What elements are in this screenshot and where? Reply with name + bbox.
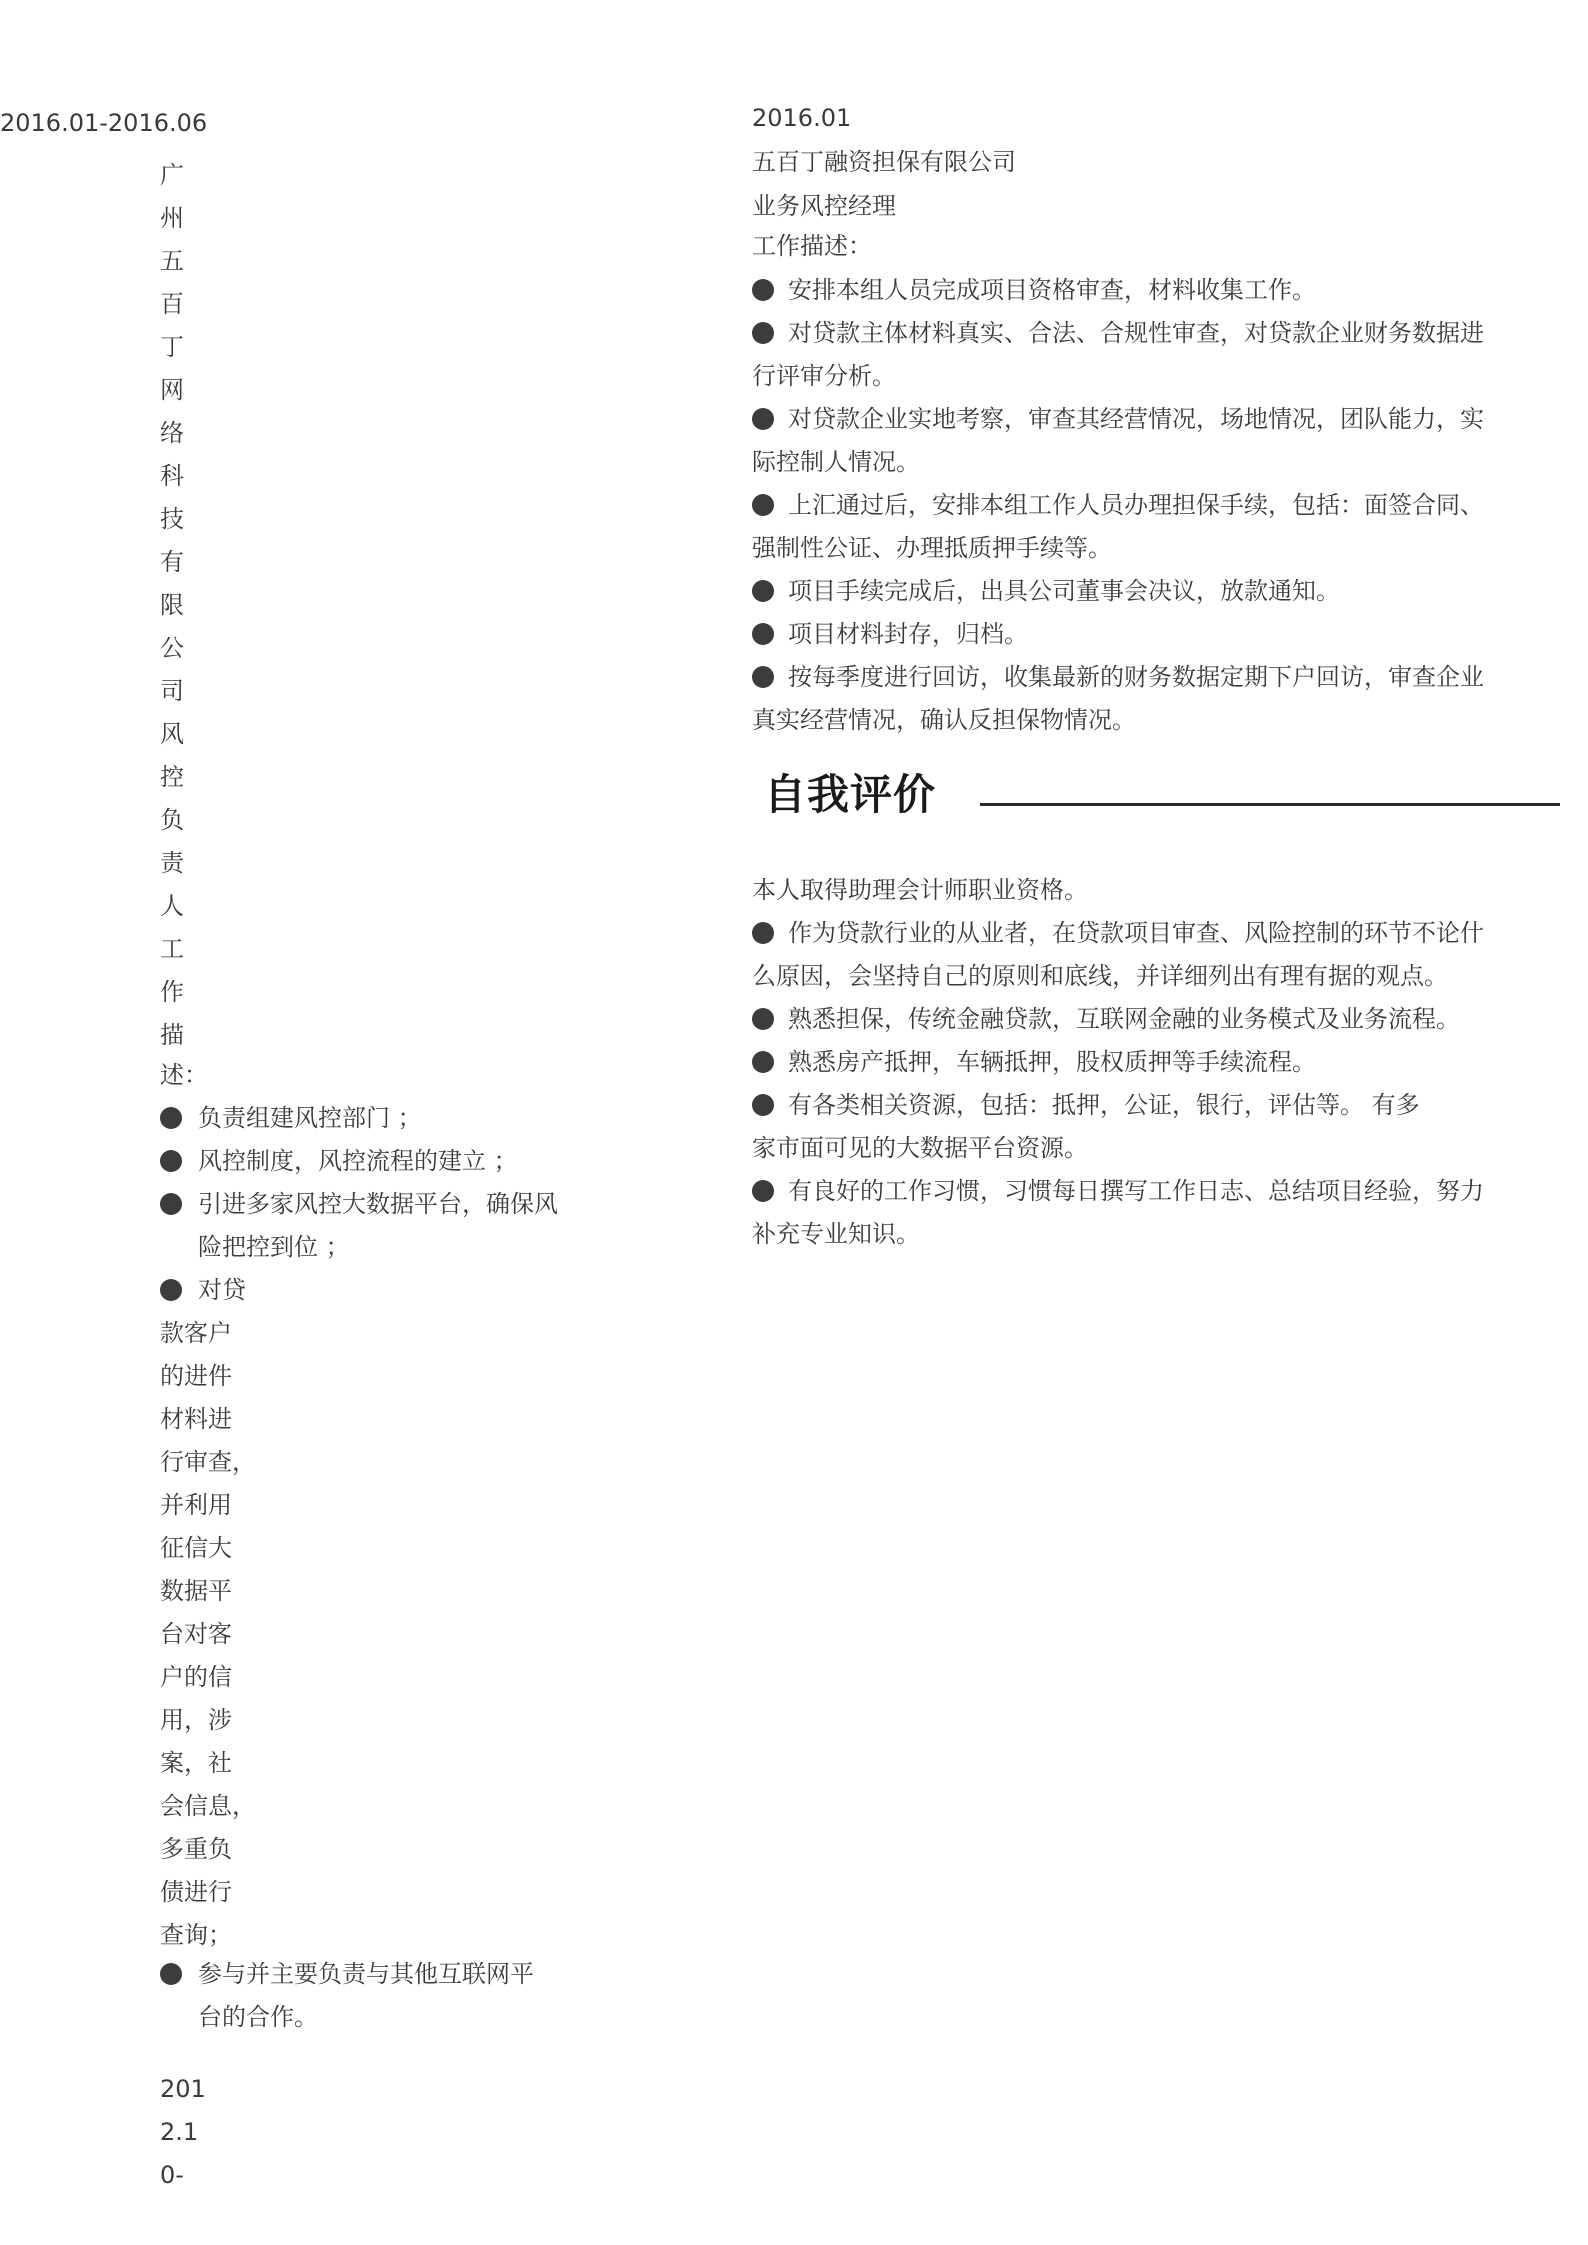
heading-divider xyxy=(980,803,1560,806)
left-narrow-line: 材料进 xyxy=(160,1405,232,1433)
vertical-text-char: 作 xyxy=(160,978,184,1006)
bullet-icon xyxy=(160,1150,182,1172)
list-item-text-cont: 真实经营情况，确认反担保物情况。 xyxy=(752,706,1136,734)
bullet-icon xyxy=(752,1051,774,1073)
list-item-text: 上汇通过后，安排本组工作人员办理担保手续，包括：面签合同、 xyxy=(788,491,1484,519)
bullet-icon xyxy=(752,666,774,688)
vertical-text-char: 百 xyxy=(160,290,184,318)
right-desc-label: 工作描述： xyxy=(752,232,872,260)
bullet-icon xyxy=(752,580,774,602)
bullet-icon xyxy=(160,1963,182,1985)
left-duty-text: 风控制度，风控流程的建立 ； xyxy=(198,1147,518,1175)
list-item-text: 有各类相关资源，包括：抵押，公证，银行，评估等。 有多 xyxy=(788,1091,1420,1119)
vertical-text-char: 人 xyxy=(160,892,184,920)
left-narrow-line: 款客户 xyxy=(160,1319,232,1347)
left-narrow-line: 多重负 xyxy=(160,1835,232,1863)
bullet-icon xyxy=(752,922,774,944)
left-next-date-line: 0- xyxy=(160,2161,184,2189)
bullet-icon xyxy=(752,494,774,516)
vertical-text-char: 络 xyxy=(160,419,184,447)
left-next-date-line: 201 xyxy=(160,2075,206,2103)
vertical-text-char: 负 xyxy=(160,806,184,834)
bullet-icon xyxy=(160,1107,182,1129)
left-narrow-line: 征信大 xyxy=(160,1534,232,1562)
list-item-text-cont: 么原因，会坚持自己的原则和底线，并详细列出有理有据的观点。 xyxy=(752,962,1448,990)
list-item-text: 对贷款主体材料真实、合法、合规性审查，对贷款企业财务数据进 xyxy=(788,319,1484,347)
list-item-text: 项目手续完成后，出具公司董事会决议，放款通知。 xyxy=(788,577,1340,605)
right-company-name: 五百丁融资担保有限公司 xyxy=(752,148,1016,176)
left-narrow-line: 的进件 xyxy=(160,1362,232,1390)
vertical-text-char: 有 xyxy=(160,548,184,576)
vertical-text-char: 控 xyxy=(160,763,184,791)
vertical-text-char: 司 xyxy=(160,677,184,705)
bullet-icon xyxy=(752,279,774,301)
left-narrow-line: 数据平 xyxy=(160,1577,232,1605)
left-narrow-line: 用，涉 xyxy=(160,1706,232,1734)
left-narrow-line: 台对客 xyxy=(160,1620,232,1648)
right-position-title: 业务风控经理 xyxy=(752,192,896,220)
vertical-text-char: 责 xyxy=(160,849,184,877)
list-item-text-cont: 行评审分析。 xyxy=(752,362,896,390)
left-narrow-line: 并利用 xyxy=(160,1491,232,1519)
bullet-icon xyxy=(752,623,774,645)
list-item-text-cont: 强制性公证、办理抵质押手续等。 xyxy=(752,534,1112,562)
list-item-text: 熟悉担保，传统金融贷款，互联网金融的业务模式及业务流程。 xyxy=(788,1005,1460,1033)
self-eval-intro: 本人取得助理会计师职业资格。 xyxy=(752,876,1088,904)
left-date-range: 2016.01-2016.06 xyxy=(0,109,208,137)
vertical-text-char: 描 xyxy=(160,1021,184,1049)
left-desc-label: 述： xyxy=(160,1061,208,1089)
bullet-icon xyxy=(752,1008,774,1030)
bullet-icon xyxy=(160,1279,182,1301)
left-duty-text: 引进多家风控大数据平台，确保风 xyxy=(198,1190,558,1218)
left-narrow-line: 案，社 xyxy=(160,1749,232,1777)
left-duty-text-cont: 险把控到位 ； xyxy=(198,1233,350,1261)
left-narrow-line: 会信息， xyxy=(160,1792,256,1820)
list-item-text: 按每季度进行回访，收集最新的财务数据定期下户回访，审查企业 xyxy=(788,663,1484,691)
list-item-text: 有良好的工作习惯，习惯每日撰写工作日志、总结项目经验，努力 xyxy=(788,1177,1484,1205)
list-item-text: 项目材料封存，归档。 xyxy=(788,620,1028,648)
vertical-text-char: 州 xyxy=(160,204,184,232)
left-next-date-line: 2.1 xyxy=(160,2118,199,2146)
left-duty-text: 对贷 xyxy=(198,1276,246,1304)
vertical-text-char: 网 xyxy=(160,376,184,404)
bullet-icon xyxy=(752,1094,774,1116)
vertical-text-char: 限 xyxy=(160,591,184,619)
vertical-text-char: 广 xyxy=(160,161,184,189)
vertical-text-char: 技 xyxy=(160,505,184,533)
bullet-icon xyxy=(752,1180,774,1202)
list-item-text-cont: 补充专业知识。 xyxy=(752,1220,920,1248)
list-item-text-cont: 际控制人情况。 xyxy=(752,448,920,476)
left-narrow-line: 查询； xyxy=(160,1921,232,1949)
bullet-icon xyxy=(160,1193,182,1215)
left-narrow-line: 户的信 xyxy=(160,1663,232,1691)
bullet-icon xyxy=(752,322,774,344)
left-duty-text: 负责组建风控部门 ； xyxy=(198,1104,422,1132)
vertical-text-char: 五 xyxy=(160,247,184,275)
vertical-text-char: 公 xyxy=(160,634,184,662)
bullet-icon xyxy=(752,408,774,430)
right-job-date: 2016.01 xyxy=(752,104,852,132)
list-item-text: 熟悉房产抵押，车辆抵押，股权质押等手续流程。 xyxy=(788,1048,1316,1076)
list-item-text-cont: 家市面可见的大数据平台资源。 xyxy=(752,1134,1088,1162)
vertical-text-char: 丁 xyxy=(160,333,184,361)
left-narrow-line: 债进行 xyxy=(160,1878,232,1906)
list-item-text: 作为贷款行业的从业者，在贷款项目审查、风险控制的环节不论什 xyxy=(788,919,1484,947)
list-item-text: 对贷款企业实地考察，审查其经营情况，场地情况，团队能力，实 xyxy=(788,405,1484,433)
vertical-text-char: 风 xyxy=(160,720,184,748)
left-narrow-line: 行审查， xyxy=(160,1448,256,1476)
left-duty-text-cont: 台的合作。 xyxy=(198,2003,318,2031)
vertical-text-char: 科 xyxy=(160,462,184,490)
list-item-text: 安排本组人员完成项目资格审查，材料收集工作。 xyxy=(788,276,1316,304)
self-eval-heading: 自我评价 xyxy=(764,770,937,819)
left-duty-text: 参与并主要负责与其他互联网平 xyxy=(198,1960,534,1988)
vertical-text-char: 工 xyxy=(160,935,184,963)
